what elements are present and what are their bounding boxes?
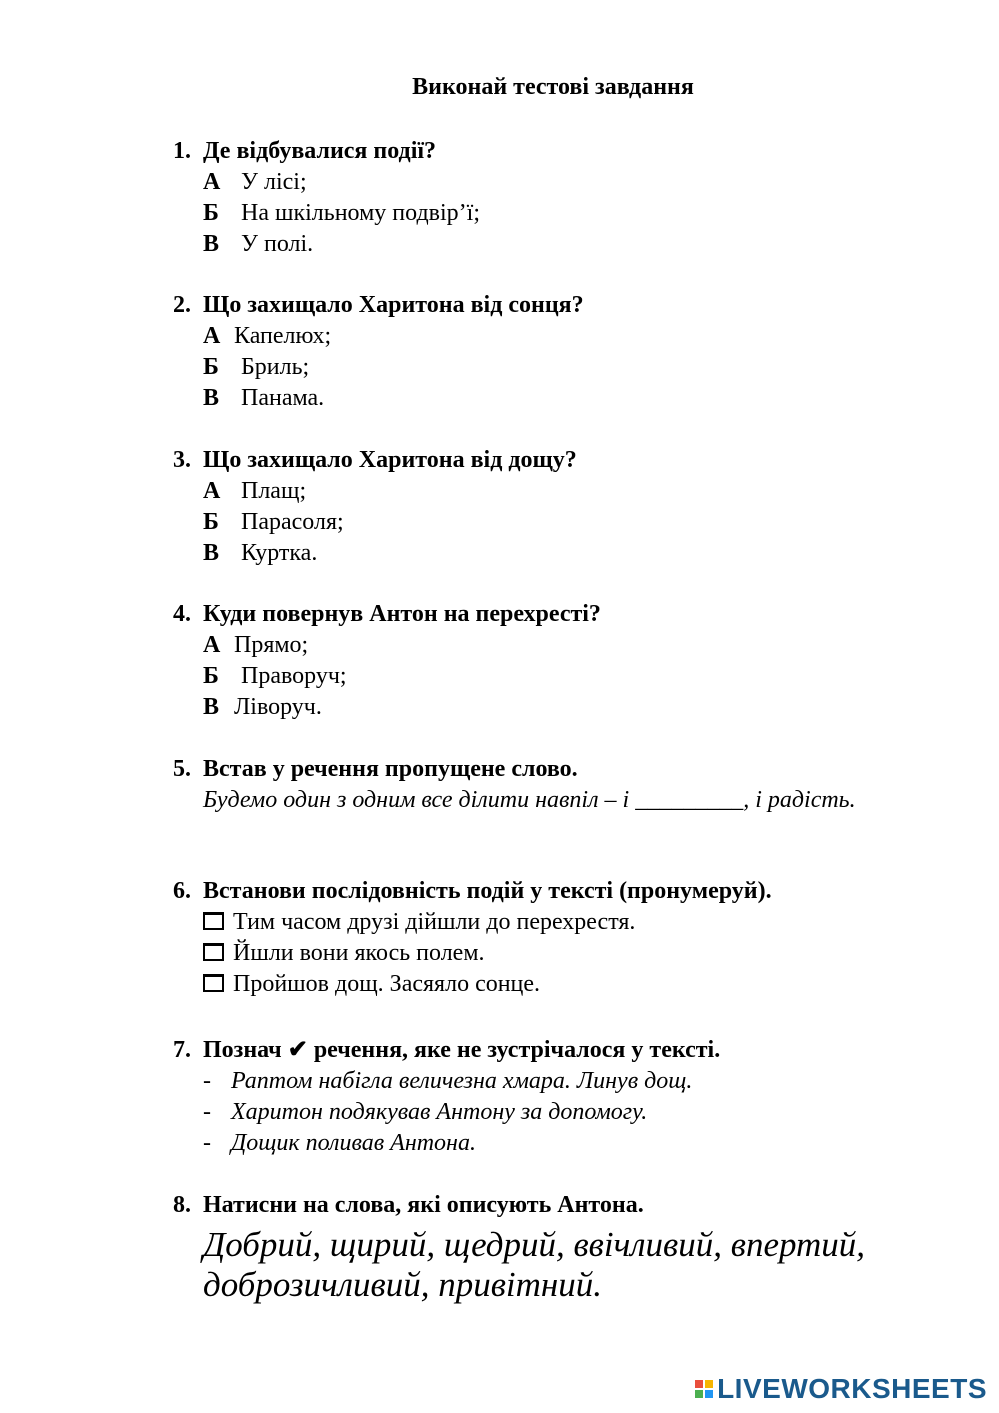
question-1	[173, 136, 480, 260]
option-a[interactable]: А Прямо;	[203, 632, 309, 658]
number-box[interactable]	[203, 912, 224, 930]
sequence-item: Йшли вони якось полем.	[203, 938, 772, 969]
number-box[interactable]	[203, 974, 224, 992]
question-7-text: 7. Познач ✔ речення, яке не зустрічалося у тексті.	[173, 1037, 721, 1063]
page-title: Виконай тестові завдання	[412, 74, 694, 100]
option-a[interactable]: А У лісі;	[203, 169, 307, 195]
option-b[interactable]: Б Парасоля;	[203, 509, 344, 535]
number-box[interactable]	[203, 943, 224, 961]
option-c[interactable]: В Куртка.	[203, 540, 318, 566]
option-c[interactable]: В Панама.	[203, 385, 325, 411]
sentence-option[interactable]: - Дощик поливав Антона.	[203, 1130, 476, 1156]
question-5	[173, 754, 863, 815]
option-b[interactable]: Б Бриль;	[203, 354, 310, 380]
question-5-text: 5. Встав у речення пропущене слово.	[173, 756, 578, 782]
option-c[interactable]: В Ліворуч.	[203, 694, 322, 720]
question-7	[173, 1035, 720, 1159]
question-8	[173, 1190, 943, 1305]
question-2-text: 2. Що захищало Харитона від сонця?	[173, 292, 584, 318]
selectable-words[interactable]: Добрий, щирий, щедрий, ввічливий, впертий, доброзичливий, привітний.	[203, 1225, 866, 1304]
question-8-text: 8. Натисни на слова, які описують Антона.	[173, 1192, 644, 1218]
logo-icon	[695, 1380, 713, 1398]
option-b[interactable]: Б Праворуч;	[203, 663, 347, 689]
liveworksheets-logo: LIVEWORKSHEETS	[695, 1373, 987, 1405]
sequence-item: Пройшов дощ. Засяяло сонце.	[203, 969, 772, 1000]
question-3-text: 3. Що захищало Харитона від дощу?	[173, 447, 577, 473]
question-3	[173, 445, 577, 569]
question-6-text: 6. Встанови послідовність подій у тексті (пронумеруй).	[173, 878, 772, 904]
option-a[interactable]: А Плащ;	[203, 478, 307, 504]
checkmark-icon: ✔	[287, 1037, 308, 1063]
sequence-item: Тим часом друзі дійшли до перехрестя.	[203, 907, 772, 938]
question-4-text: 4. Куди повернув Антон на перехресті?	[173, 601, 601, 627]
option-c[interactable]: В У полі.	[203, 231, 314, 257]
sentence-option[interactable]: - Харитон подякував Антону за допомогу.	[203, 1099, 648, 1125]
blank-input[interactable]: _________	[635, 787, 744, 813]
question-4	[173, 599, 601, 723]
question-2	[173, 290, 584, 414]
option-a[interactable]: А Капелюх;	[203, 323, 332, 349]
fill-in-sentence: Будемо один з одним все ділити навпіл – і _________, і радість.	[203, 787, 856, 813]
question-6	[173, 876, 772, 1000]
sentence-option[interactable]: - Раптом набігла величезна хмара. Линув дощ.	[203, 1068, 693, 1094]
question-1-text: 1. Де відбувалися події?	[173, 138, 437, 164]
option-b[interactable]: Б На шкільному подвір’ї;	[203, 200, 480, 226]
